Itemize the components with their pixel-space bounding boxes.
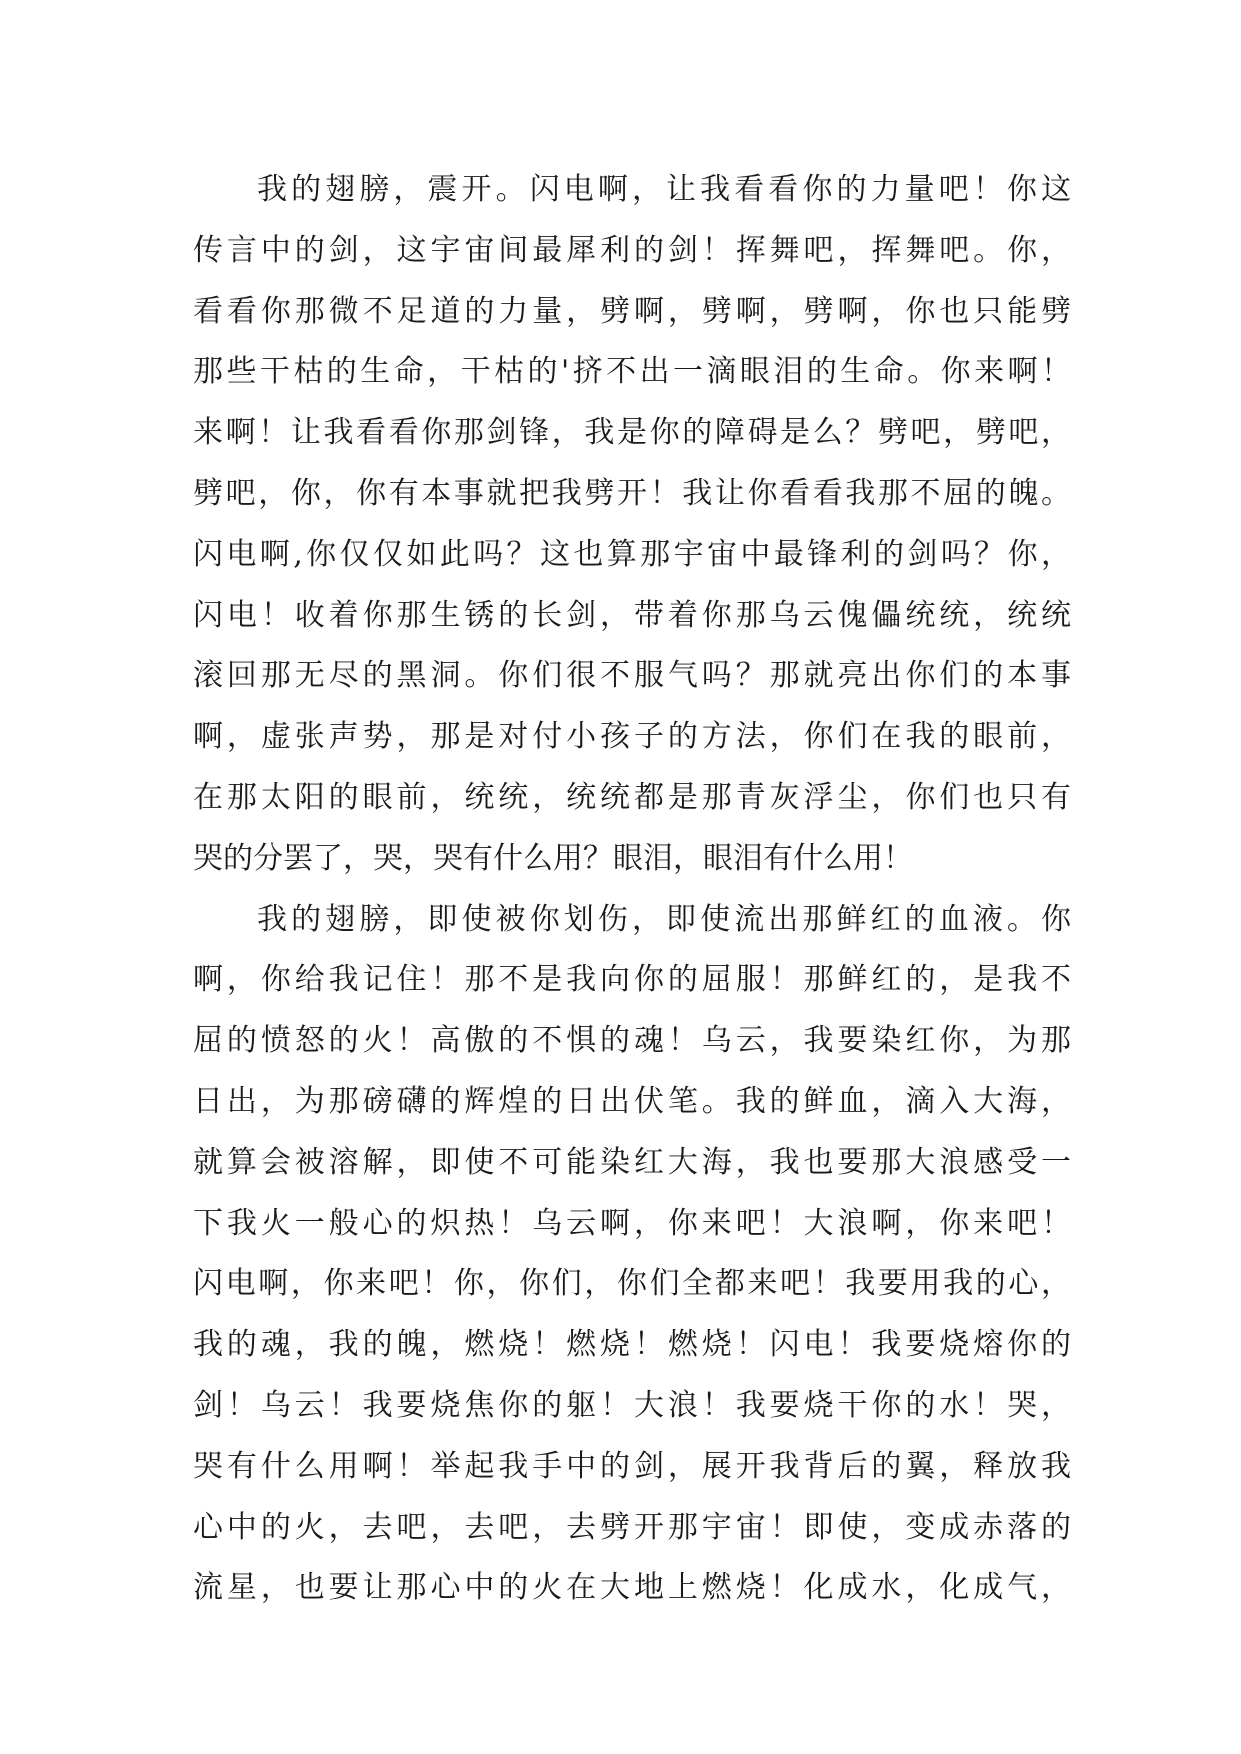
text-line: 滚回那无尽的黑洞。你们很不服气吗？那就亮出你们的本事 [193,658,1071,694]
paragraph-1 [193,160,1071,890]
text-line: 闪电！收着你那生锈的长剑，带着你那乌云傀儡统统，统统 [193,597,1071,633]
text-line: 闪电啊,你仅仅如此吗？这也算那宇宙中最锋利的剑吗？你， [193,536,1071,572]
text-line: 啊，你给我记住！那不是我向你的屈服！那鲜红的，是我不 [193,962,1071,998]
text-line: 在那太阳的眼前，统统，统统都是那青灰浮尘，你们也只有 [193,779,1071,815]
text-line: 流星，也要让那心中的火在大地上燃烧！化成水，化成气， [193,1570,1071,1606]
text-line: 看看你那微不足道的力量，劈啊，劈啊，劈啊，你也只能劈 [193,293,1071,329]
text-line: 传言中的剑，这宇宙间最犀利的剑！挥舞吧，挥舞吧。你， [193,232,1071,268]
text-line: 来啊！让我看看你那剑锋，我是你的障碍是么？劈吧，劈吧， [193,415,1071,451]
text-line: 下我火一般心的炽热！乌云啊，你来吧！大浪啊，你来吧！ [193,1205,1071,1241]
text-line: 啊，虚张声势，那是对付小孩子的方法，你们在我的眼前， [193,719,1071,755]
text-line: 我的翅膀，震开。闪电啊，让我看看你的力量吧！你这 [257,172,1071,207]
text-line: 劈吧，你，你有本事就把我劈开！我让你看看我那不屈的魄。 [193,475,1071,511]
text-line: 日出，为那磅礴的辉煌的日出伏笔。我的鲜血，滴入大海， [193,1083,1071,1119]
body-text [193,160,1071,1619]
text-line: 哭有什么用啊！举起我手中的剑，展开我背后的翼，释放我 [193,1448,1071,1484]
text-line: 我的魂，我的魄，燃烧！燃烧！燃烧！闪电！我要烧熔你的 [193,1327,1071,1363]
text-line: 闪电啊，你来吧！你，你们，你们全都来吧！我要用我的心， [193,1266,1071,1302]
text-line: 那些干枯的生命，干枯的'挤不出一滴眼泪的生命。你来啊！ [193,354,1071,390]
text-line: 哭的分罢了，哭，哭有什么用？眼泪，眼泪有什么用！ [193,840,913,876]
text-line: 心中的火，去吧，去吧，去劈开那宇宙！即使，变成赤落的 [193,1509,1071,1545]
text-line: 屈的愤怒的火！高傲的不惧的魂！乌云，我要染红你，为那 [193,1023,1071,1059]
paragraph-2 [193,890,1071,1620]
text-line: 剑！乌云！我要烧焦你的躯！大浪！我要烧干你的水！哭， [193,1387,1071,1423]
text-line: 就算会被溶解，即使不可能染红大海，我也要那大浪感受一 [193,1144,1071,1180]
text-line: 我的翅膀，即使被你划伤，即使流出那鲜红的血液。你 [257,901,1071,937]
